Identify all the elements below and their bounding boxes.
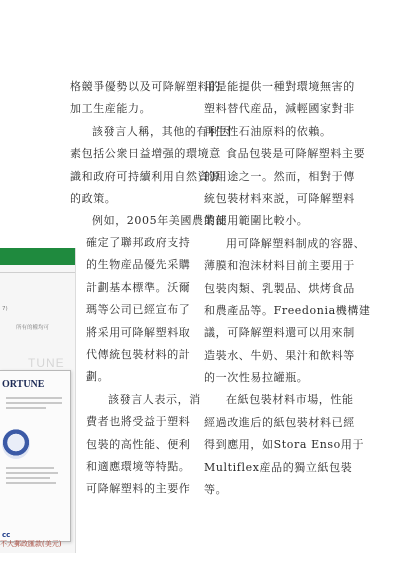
magazine-text-line — [6, 407, 46, 409]
inset-text-1: 7) — [2, 306, 8, 312]
left-column-upper — [70, 76, 232, 233]
inset-footer-text: cc — [2, 531, 11, 539]
text-line: 用可降解塑料制成的容器、 — [226, 236, 366, 250]
inset-green-header-bar — [0, 248, 75, 265]
text-line: 的政策。 — [70, 191, 117, 205]
magazine-cover — [0, 370, 71, 548]
text-line: 格競爭優勢以及可降解塑料的 — [70, 80, 221, 93]
text-line: 識和政府可持續利用自然資源 — [70, 169, 221, 183]
text-line: 瑪等公司已經宣布了 — [86, 303, 191, 317]
text-line: 劃。 — [86, 370, 110, 384]
text-line: 再生性石油原料的依賴。 — [204, 124, 332, 138]
inset-caption: 不大郵政匯款(美元) — [0, 540, 62, 548]
text-line: 計劃基本標準。沃爾 — [86, 280, 191, 294]
text-line: 統包裝材料來説，可降解塑料 — [204, 191, 355, 205]
text-line: 議，可降解塑料還可以用來制 — [204, 326, 355, 340]
text-line: 和適應環境等特點。 — [86, 459, 191, 473]
inset-ghost-title: TUNE — [28, 356, 65, 370]
text-line: 將采用可降解塑料取 — [86, 325, 191, 339]
inset-divider — [0, 272, 75, 273]
text-line: 和農產品等。Freedonia機構建 — [204, 303, 371, 317]
text-line: 包裝的高性能、便利 — [86, 437, 191, 451]
text-line: 用是能提供一種對環境無害的 — [204, 80, 355, 93]
magazine-text-line — [6, 467, 54, 469]
magazine-text-line — [6, 472, 58, 474]
text-line: 的生物産品優先采購 — [86, 258, 191, 272]
inset-text-2: 所有的權均可 — [16, 325, 50, 331]
text-line: 該發言人稱，其他的有利因 — [92, 124, 232, 138]
magazine-text-line — [6, 477, 50, 479]
magazine-text-line — [6, 397, 62, 399]
text-line: 費者也將受益于塑料 — [86, 415, 191, 429]
text-line: 的一次性易拉罐瓶。 — [204, 371, 309, 385]
text-line: 食品包裝是可降解塑料主要 — [226, 147, 366, 161]
magazine-title: ORTUNE — [2, 379, 45, 390]
text-line: 素包括公衆日益增强的環境意 — [70, 147, 221, 161]
text-line: 該發言人表示，消 — [108, 392, 201, 406]
text-line: 在紙包裝材料市場，性能 — [226, 393, 354, 407]
text-line: 的用途之一。然而，相對于傳 — [204, 169, 355, 183]
magazine-text-line — [6, 402, 62, 404]
magazine-cup-image — [2, 429, 30, 459]
text-line: 得到應用，如Stora Enso用于 — [204, 438, 365, 452]
text-line: 經過改進后的紙包裝材料已經 — [204, 415, 355, 429]
text-line: 塑料替代産品，減輕國家對非 — [204, 102, 355, 116]
text-line: 加工生産能力。 — [70, 102, 152, 116]
text-line: 包裝肉類、乳製品、烘烤食品 — [204, 281, 355, 295]
text-line: 薄膜和泡沫材料目前主要用于 — [204, 259, 355, 273]
magazine-text-line — [6, 482, 56, 484]
text-line: 可降解塑料的主要作 — [86, 482, 191, 496]
text-line: 等。 — [204, 483, 228, 497]
text-line: 確定了聯邦政府支持 — [86, 236, 191, 249]
left-column-lower — [86, 232, 201, 501]
text-line: Multiflex産品的獨立紙包裝 — [204, 460, 353, 474]
text-line: 的使用範圍比較小。 — [204, 214, 309, 228]
text-line: 造裝水、牛奶、果汁和飲料等 — [204, 348, 355, 362]
inset-advertisement — [0, 248, 76, 553]
text-line: 代傳統包裝材料的計 — [86, 347, 191, 361]
right-column — [204, 76, 371, 501]
text-line: 例如，2005年美國農業部 — [92, 214, 227, 228]
